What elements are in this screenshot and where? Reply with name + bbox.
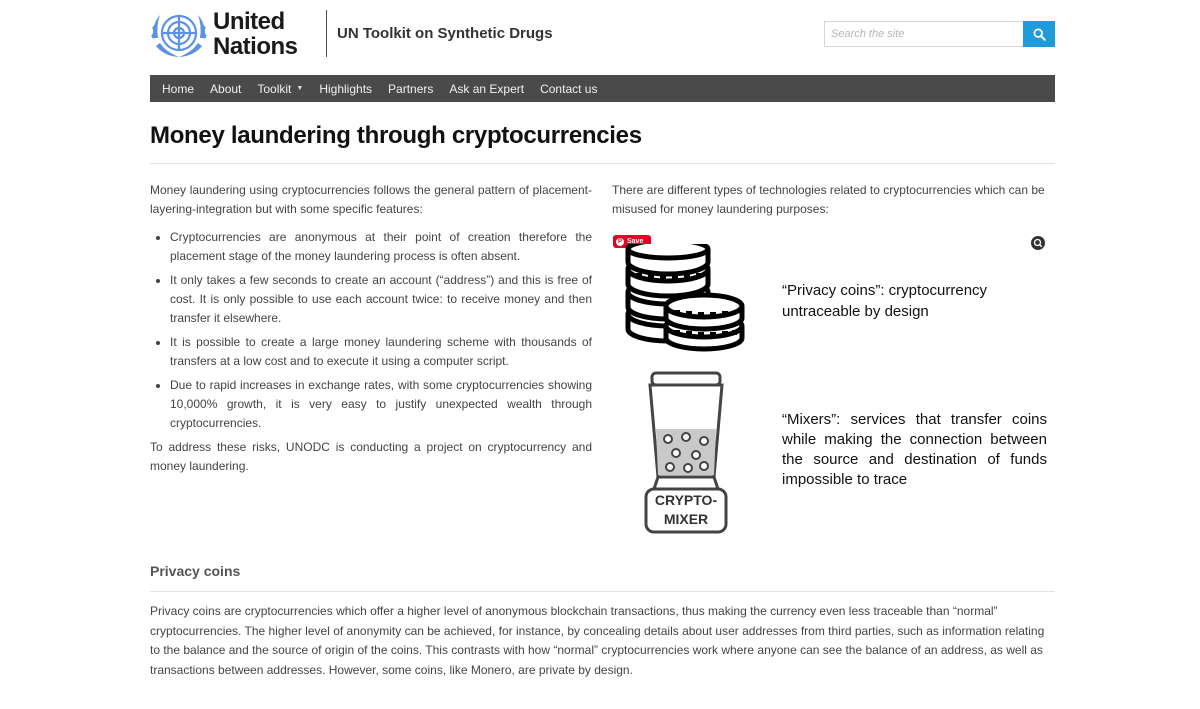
crypto-technologies-figure xyxy=(612,232,1055,537)
zoom-icon xyxy=(1031,236,1045,250)
list-item: • It is possible to create a large money laundering scheme with thousands of transfers at a low cost and to execute it using a computer script. xyxy=(170,333,592,371)
nav-item-toolkit-label: Toolkit xyxy=(257,81,292,96)
list-item: • It only takes a few seconds to create an account (“address”) and this is free of cost. It is only possible to use each account twice: to receive money and then transfer it elsewhere. xyxy=(170,271,592,328)
nav-item-partners[interactable]: Partners xyxy=(388,81,434,96)
crypto-mixer-icon xyxy=(644,371,728,534)
nav-item-about[interactable]: About xyxy=(210,81,242,96)
site-title[interactable]: UN Toolkit on Synthetic Drugs xyxy=(337,25,553,42)
nav-item-toolkit[interactable] xyxy=(257,82,303,96)
nav-item-ask-an-expert[interactable]: Ask an Expert xyxy=(449,81,525,96)
un-wordmark-line2: Nations xyxy=(213,33,298,60)
features-list xyxy=(150,228,592,433)
un-emblem-icon xyxy=(150,8,208,58)
header-divider xyxy=(326,10,327,57)
search-button[interactable] xyxy=(1023,21,1055,47)
mixer-label-line2: MIXER xyxy=(663,511,709,527)
lens-icon[interactable] xyxy=(1031,236,1045,250)
un-wordmark xyxy=(213,9,298,59)
search-form xyxy=(824,21,1055,47)
list-item: • Due to rapid increases in exchange rates, with some cryptocurrencies showing 10,000% growth, it is very easy to justify unexpected wealth through cryptocurrencies. xyxy=(170,376,592,433)
section-title-privacy-coins: Privacy coins xyxy=(150,563,241,579)
left-intro: Money laundering using cryptocurrencies follows the general pattern of placement-layering-integration but with some specific features: xyxy=(150,183,592,216)
section-divider xyxy=(150,591,1055,592)
mixer-label xyxy=(646,491,726,529)
mixer-label-line1: CRYPTO- xyxy=(654,492,718,508)
pinterest-icon: P xyxy=(617,238,622,245)
left-conclusion: To address these risks, UNODC is conducting a project on cryptocurrency and money laundering. xyxy=(150,440,592,473)
mixers-caption: “Mixers”: services that transfer coins while making the connection between the source and destination of funds impossible to trace xyxy=(782,411,1047,488)
privacy-coins-caption: “Privacy coins”: cryptocurrency untraceable by design xyxy=(782,282,988,320)
un-logo[interactable] xyxy=(150,8,310,60)
left-column xyxy=(150,181,592,476)
list-item: • Cryptocurrencies are anonymous at their point of creation therefore the placement stage of the money laundering process is often absent. xyxy=(170,228,592,266)
coins-icon xyxy=(622,244,747,352)
section-body-privacy-coins: Privacy coins are cryptocurrencies which offer a higher level of anonymous blockchain transactions, thus making the currency even less traceable than “normal” cryptocurrencies. The higher level of anonymity can be achieved, for instance, by concealing details about user addresses from third parties, such as information relating to the balance and the source of origin of the coins. This contrasts with how “normal” cryptocurrencies work where anyone can see the balance of an address, as well as transactions between addresses. However, some coins, like Monero, are private by design. xyxy=(150,604,1045,677)
save-button-label: Save xyxy=(627,238,644,245)
nav-item-highlights[interactable]: Highlights xyxy=(319,81,373,96)
right-intro: There are different types of technologies related to cryptocurrencies which can be misused for money laundering purposes: xyxy=(612,183,1045,216)
search-icon xyxy=(1033,28,1046,41)
search-input[interactable] xyxy=(824,21,1025,47)
page-title: Money laundering through cryptocurrencies xyxy=(150,122,642,149)
nav-item-contact-us[interactable]: Contact us xyxy=(540,81,598,96)
caret-down-icon: ▼ xyxy=(296,85,304,92)
main-nav xyxy=(150,75,1055,102)
title-divider xyxy=(150,163,1055,164)
un-wordmark-line1: United xyxy=(213,8,285,35)
nav-item-home[interactable]: Home xyxy=(162,81,195,96)
